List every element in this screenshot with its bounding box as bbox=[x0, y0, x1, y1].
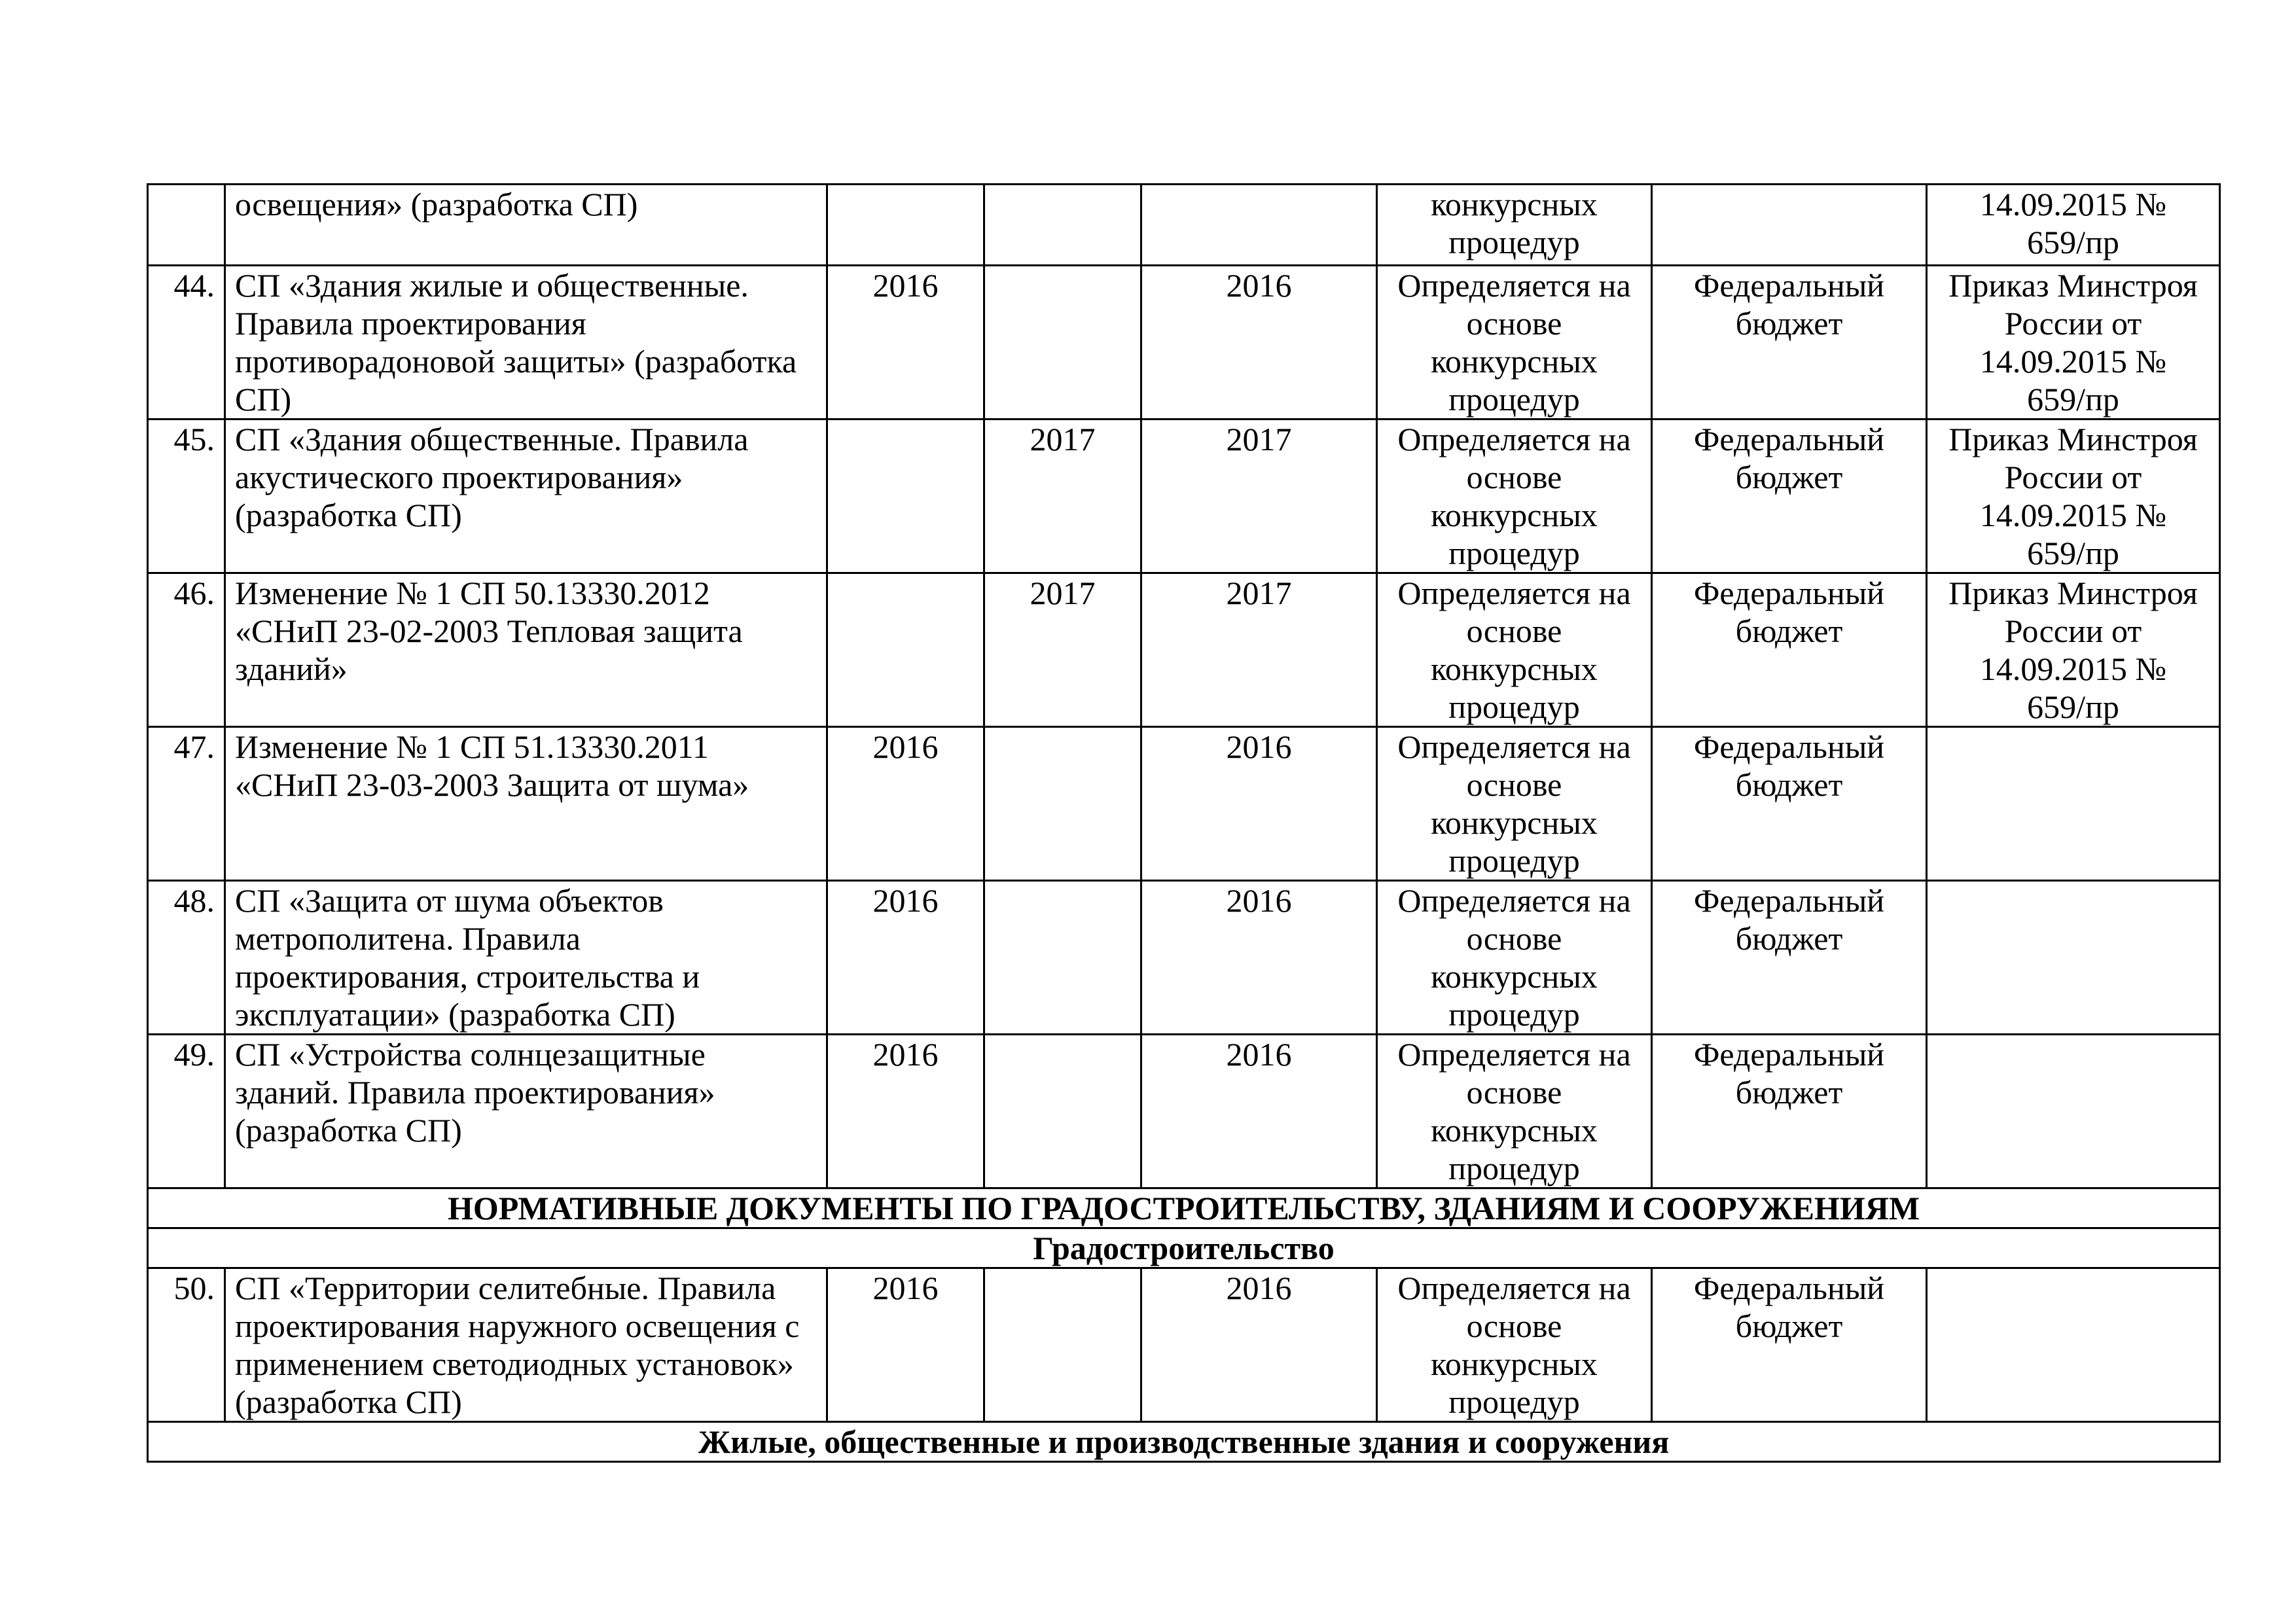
document-title bbox=[225, 881, 827, 1035]
year-cell-a: 2016 bbox=[827, 727, 984, 881]
selection-method bbox=[1377, 881, 1652, 1035]
legal-basis-line: России от bbox=[2004, 613, 2142, 649]
selection-method bbox=[1377, 419, 1652, 573]
selection-method-line: основе bbox=[1466, 920, 1562, 957]
selection-method-line: основе bbox=[1466, 305, 1562, 342]
selection-method-line: процедур bbox=[1448, 1150, 1580, 1186]
selection-method-line: основе bbox=[1466, 1308, 1562, 1344]
year-cell-b bbox=[984, 1035, 1141, 1188]
document-title-line: эксплуатации» (разработка СП) bbox=[235, 996, 675, 1033]
selection-method-line: процедур bbox=[1448, 842, 1580, 879]
year-cell-b bbox=[984, 185, 1141, 266]
year-cell-c: 2016 bbox=[1141, 1035, 1377, 1188]
year-cell-c: 2016 bbox=[1141, 881, 1377, 1035]
year-cell-c: 2017 bbox=[1141, 573, 1377, 727]
selection-method-line: Определяется на bbox=[1397, 728, 1631, 765]
selection-method-line: процедур bbox=[1448, 535, 1580, 571]
document-title bbox=[225, 573, 827, 727]
document-title-line: акустического проектирования» bbox=[235, 459, 683, 495]
legal-basis bbox=[1927, 419, 2220, 573]
legal-basis-line: 659/пр bbox=[2027, 535, 2119, 571]
row-number: 49. bbox=[148, 1035, 225, 1188]
year-cell-b bbox=[984, 881, 1141, 1035]
legal-basis-line: 659/пр bbox=[2027, 688, 2119, 725]
year-cell-c: 2016 bbox=[1141, 266, 1377, 419]
section-heading: НОРМАТИВНЫЕ ДОКУМЕНТЫ ПО ГРАДОСТРОИТЕЛЬСТВУ, ЗДАНИЯМ И СООРУЖЕНИЯМ bbox=[148, 1188, 2220, 1228]
document-title-line: «СНиП 23-02-2003 Тепловая защита bbox=[235, 613, 743, 649]
selection-method-line: конкурсных bbox=[1431, 186, 1598, 223]
legal-basis bbox=[1927, 1268, 2220, 1422]
selection-method-line: Определяется на bbox=[1397, 575, 1631, 611]
funding-source-line: Федеральный bbox=[1693, 1270, 1885, 1306]
funding-source bbox=[1652, 1035, 1927, 1188]
document-title bbox=[225, 185, 827, 266]
legal-basis bbox=[1927, 266, 2220, 419]
year-cell-c: 2016 bbox=[1141, 727, 1377, 881]
year-cell-a bbox=[827, 185, 984, 266]
legal-basis-line: 14.09.2015 № bbox=[1979, 651, 2167, 687]
document-title-line: (разработка СП) bbox=[235, 497, 462, 533]
legal-basis-line: 14.09.2015 № bbox=[1979, 497, 2167, 533]
document-title-line: Изменение № 1 СП 50.13330.2012 bbox=[235, 575, 710, 611]
document-title-line: применением светодиодных установок» bbox=[235, 1346, 794, 1382]
document-title bbox=[225, 727, 827, 881]
funding-source-line: Федеральный bbox=[1693, 728, 1885, 765]
legal-basis-line: Приказ Минстроя bbox=[1948, 575, 2198, 611]
document-title-line: Правила проектирования bbox=[235, 305, 586, 342]
legal-basis-line: России от bbox=[2004, 305, 2142, 342]
funding-source bbox=[1652, 573, 1927, 727]
document-title-line: «СНиП 23-03-2003 Защита от шума» bbox=[235, 766, 749, 803]
selection-method-line: основе bbox=[1466, 1074, 1562, 1111]
selection-method-line: Определяется на bbox=[1397, 1270, 1631, 1306]
year-cell-b bbox=[984, 1268, 1141, 1422]
year-cell-a: 2016 bbox=[827, 266, 984, 419]
selection-method-line: конкурсных bbox=[1431, 804, 1598, 841]
year-cell-c: 2016 bbox=[1141, 1268, 1377, 1422]
table-row bbox=[148, 266, 2220, 419]
year-cell-c: 2017 bbox=[1141, 419, 1377, 573]
year-cell-a: 2016 bbox=[827, 1268, 984, 1422]
table-section-2 bbox=[148, 1422, 2220, 1462]
document-title-line: зданий. Правила проектирования» bbox=[235, 1074, 715, 1111]
legal-basis-line: 14.09.2015 № bbox=[1979, 343, 2167, 380]
year-cell-c bbox=[1141, 185, 1377, 266]
selection-method-line: процедур bbox=[1448, 996, 1580, 1033]
table-row bbox=[148, 1035, 2220, 1188]
legal-basis bbox=[1927, 1035, 2220, 1188]
funding-source bbox=[1652, 881, 1927, 1035]
legal-basis-line: России от bbox=[2004, 459, 2142, 495]
funding-source-line: Федеральный bbox=[1693, 1036, 1885, 1073]
legal-basis-line: 659/пр bbox=[2027, 381, 2119, 418]
funding-source-line: Федеральный bbox=[1693, 882, 1885, 919]
selection-method-line: конкурсных bbox=[1431, 651, 1598, 687]
legal-basis-line: 14.09.2015 № bbox=[1979, 186, 2167, 223]
selection-method-line: конкурсных bbox=[1431, 497, 1598, 533]
document-title bbox=[225, 1268, 827, 1422]
funding-source bbox=[1652, 727, 1927, 881]
selection-method-line: основе bbox=[1466, 766, 1562, 803]
document-title-line: (разработка СП) bbox=[235, 1112, 462, 1149]
selection-method-line: конкурсных bbox=[1431, 958, 1598, 995]
selection-method-line: процедур bbox=[1448, 688, 1580, 725]
document-title-line: СП «Здания жилые и общественные. bbox=[235, 267, 749, 304]
subsection-heading-buildings: Жилые, общественные и производственные здания и сооружения bbox=[148, 1422, 2220, 1462]
legal-basis bbox=[1927, 573, 2220, 727]
row-number bbox=[148, 185, 225, 266]
document-title-line: проектирования наружного освещения с bbox=[235, 1308, 800, 1344]
document-title-line: (разработка СП) bbox=[235, 1383, 462, 1420]
table-row bbox=[148, 881, 2220, 1035]
subsection-heading-urban-planning: Градостроительство bbox=[148, 1228, 2220, 1268]
legal-basis bbox=[1927, 881, 2220, 1035]
table-row bbox=[148, 185, 2220, 266]
row-number: 44. bbox=[148, 266, 225, 419]
funding-source-line: бюджет bbox=[1735, 459, 1843, 495]
selection-method bbox=[1377, 727, 1652, 881]
document-title-line: зданий» bbox=[235, 651, 348, 687]
document-title-line: освещения» (разработка СП) bbox=[235, 186, 638, 223]
legal-basis bbox=[1927, 727, 2220, 881]
table-section bbox=[148, 1188, 2220, 1268]
funding-source-line: Федеральный bbox=[1693, 421, 1885, 457]
funding-source bbox=[1652, 1268, 1927, 1422]
selection-method bbox=[1377, 1035, 1652, 1188]
table-row bbox=[148, 573, 2220, 727]
funding-source bbox=[1652, 419, 1927, 573]
document-title-line: Изменение № 1 СП 51.13330.2011 bbox=[235, 728, 709, 765]
selection-method-line: процедур bbox=[1448, 1383, 1580, 1420]
document-title-line: СП «Устройства солнцезащитные bbox=[235, 1036, 706, 1073]
funding-source-line: бюджет bbox=[1735, 920, 1843, 957]
funding-source-line: бюджет bbox=[1735, 766, 1843, 803]
document-title-line: СП «Здания общественные. Правила bbox=[235, 421, 749, 457]
selection-method-line: основе bbox=[1466, 459, 1562, 495]
legal-basis-line: 659/пр bbox=[2027, 224, 2119, 260]
selection-method-line: основе bbox=[1466, 613, 1562, 649]
document-title bbox=[225, 419, 827, 573]
selection-method-line: конкурсных bbox=[1431, 343, 1598, 380]
legal-basis-line: Приказ Минстроя bbox=[1948, 421, 2198, 457]
funding-source-line: бюджет bbox=[1735, 1308, 1843, 1344]
funding-source-line: Федеральный bbox=[1693, 267, 1885, 304]
document-title-line: метрополитена. Правила bbox=[235, 920, 581, 957]
selection-method-line: Определяется на bbox=[1397, 1036, 1631, 1073]
document-title-line: СП) bbox=[235, 381, 292, 418]
funding-source-line: бюджет bbox=[1735, 305, 1843, 342]
selection-method bbox=[1377, 1268, 1652, 1422]
year-cell-a: 2016 bbox=[827, 881, 984, 1035]
selection-method-line: Определяется на bbox=[1397, 421, 1631, 457]
selection-method-line: Определяется на bbox=[1397, 267, 1631, 304]
year-cell-b bbox=[984, 727, 1141, 881]
year-cell-a bbox=[827, 573, 984, 727]
selection-method-line: Определяется на bbox=[1397, 882, 1631, 919]
legal-basis bbox=[1927, 185, 2220, 266]
row-number: 48. bbox=[148, 881, 225, 1035]
document-title bbox=[225, 266, 827, 419]
funding-source-line: Федеральный bbox=[1693, 575, 1885, 611]
year-cell-a: 2016 bbox=[827, 1035, 984, 1188]
selection-method-line: процедур bbox=[1448, 224, 1580, 260]
document-title-line: СП «Защита от шума объектов bbox=[235, 882, 664, 919]
legal-basis-line: Приказ Минстроя bbox=[1948, 267, 2198, 304]
row-number: 45. bbox=[148, 419, 225, 573]
table-row bbox=[148, 727, 2220, 881]
funding-source-line: бюджет bbox=[1735, 1074, 1843, 1111]
row-number: 50. bbox=[148, 1268, 225, 1422]
table-row bbox=[148, 419, 2220, 573]
row-number: 46. bbox=[148, 573, 225, 727]
year-cell-b: 2017 bbox=[984, 573, 1141, 727]
year-cell-a bbox=[827, 419, 984, 573]
regulations-table bbox=[147, 183, 2221, 1463]
selection-method-line: конкурсных bbox=[1431, 1112, 1598, 1149]
table-body-top bbox=[148, 185, 2220, 1188]
selection-method-line: конкурсных bbox=[1431, 1346, 1598, 1382]
year-cell-b: 2017 bbox=[984, 419, 1141, 573]
row-number: 47. bbox=[148, 727, 225, 881]
table-body-bottom bbox=[148, 1268, 2220, 1422]
table-row bbox=[148, 1268, 2220, 1422]
selection-method bbox=[1377, 573, 1652, 727]
document-title-line: проектирования, строительства и bbox=[235, 958, 700, 995]
funding-source bbox=[1652, 266, 1927, 419]
selection-method bbox=[1377, 185, 1652, 266]
selection-method bbox=[1377, 266, 1652, 419]
document-title-line: СП «Территории селитебные. Правила bbox=[235, 1270, 776, 1306]
funding-source bbox=[1652, 185, 1927, 266]
document-title bbox=[225, 1035, 827, 1188]
document-title-line: противорадоновой защиты» (разработка bbox=[235, 343, 797, 380]
year-cell-b bbox=[984, 266, 1141, 419]
funding-source-line: бюджет bbox=[1735, 613, 1843, 649]
selection-method-line: процедур bbox=[1448, 381, 1580, 418]
